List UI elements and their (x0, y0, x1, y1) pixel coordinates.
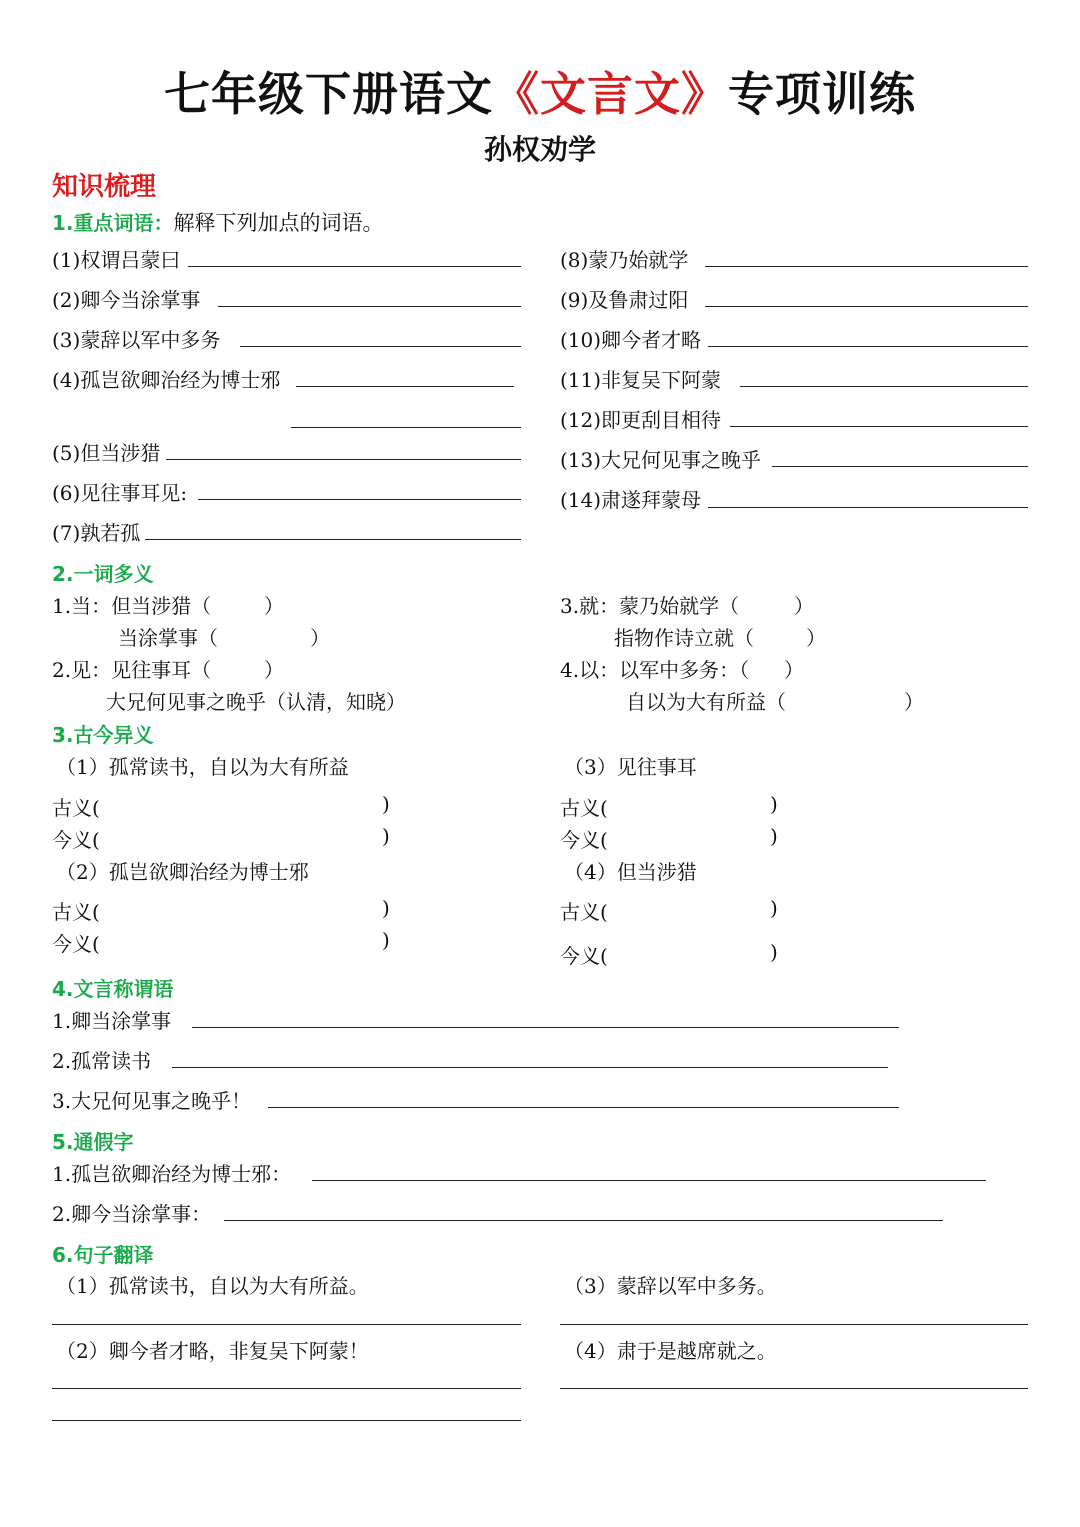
paren-close: ） (784, 658, 804, 682)
answer-line[interactable] (188, 266, 521, 267)
paren-close: ） (264, 594, 284, 618)
tongjia-heading: 5.通假字 (52, 1130, 134, 1154)
modern-label: 今义( (560, 944, 608, 968)
translation-q3: （3）蒙辞以军中多务。 (564, 1274, 777, 1298)
paren-close: ) (770, 824, 778, 848)
ancient-label: 古义( (52, 900, 100, 924)
vocab-item-9: (9)及鲁肃过阳 (560, 288, 689, 312)
vocab-heading: 1.重点词语： (52, 211, 174, 235)
modern-label: 今义( (560, 828, 608, 852)
answer-line[interactable] (52, 1388, 521, 1389)
answer-line[interactable] (560, 1324, 1028, 1325)
polysemy-r3: 4.以：以军中多务：（ (560, 658, 750, 682)
answer-line[interactable] (560, 1388, 1028, 1389)
answer-line[interactable] (708, 507, 1028, 508)
answer-line[interactable] (268, 1107, 899, 1108)
paren-close: ) (382, 792, 390, 816)
answer-line[interactable] (772, 466, 1028, 467)
vocab-item-8: (8)蒙乃始就学 (560, 248, 689, 272)
am-question-4: （4）但当涉猎 (564, 860, 697, 884)
paren-close: ） (904, 690, 924, 714)
paren-close: ） (806, 626, 826, 650)
ancient-label: 古义( (560, 796, 608, 820)
vocab-item-5: (5)但当涉猎 (52, 441, 161, 465)
vocab-heading-row (52, 207, 384, 237)
paren-close: ) (770, 940, 778, 964)
answer-line[interactable] (312, 1180, 986, 1181)
ancient-modern-heading: 3.古今异义 (52, 723, 154, 747)
vocab-item-4: (4)孤岂欲卿治经为博士邪 (52, 368, 281, 392)
am-question-1: （1）孤常读书，自以为大有所益 (56, 755, 349, 779)
titles-heading: 4.文言称谓语 (52, 977, 174, 1001)
paren-close: ) (382, 824, 390, 848)
translation-heading: 6.句子翻译 (52, 1243, 154, 1267)
polysemy-l2: 当涂掌事（ (118, 626, 218, 650)
answer-line[interactable] (291, 427, 521, 428)
ancient-label: 古义( (560, 900, 608, 924)
titles-item-3: 3.大兄何见事之晚乎！ (52, 1089, 252, 1113)
am-question-2: （2）孤岂欲卿治经为博士邪 (56, 860, 309, 884)
paren-close: ） (794, 594, 814, 618)
answer-line[interactable] (218, 306, 521, 307)
titles-item-2: 2.孤常读书 (52, 1049, 152, 1073)
vocab-item-13: (13)大兄何见事之晚乎 (560, 448, 762, 472)
vocab-item-3: (3)蒙辞以军中多务 (52, 328, 221, 352)
answer-line[interactable] (708, 346, 1028, 347)
answer-line[interactable] (705, 266, 1028, 267)
vocab-item-11: (11)非复吴下阿蒙 (560, 368, 722, 392)
section-knowledge: 知识梳理 (52, 172, 157, 202)
answer-line[interactable] (52, 1420, 521, 1421)
polysemy-l1: 1.当：但当涉猎（ (52, 594, 212, 618)
title-prefix: 七年级下册语文 (164, 67, 493, 121)
answer-line[interactable] (224, 1220, 943, 1221)
vocab-item-12: (12)即更刮目相待 (560, 408, 722, 432)
answer-line[interactable] (296, 386, 514, 387)
vocab-item-6: (6)见往事耳见: (52, 481, 188, 505)
tongjia-item-1: 1.孤岂欲卿治经为博士邪： (52, 1162, 292, 1186)
answer-line[interactable] (52, 1324, 521, 1325)
vocab-instruction: 解释下列加点的词语。 (173, 211, 384, 235)
am-question-3: （3）见往事耳 (564, 755, 697, 779)
title-highlight: 《文言文》 (493, 67, 728, 121)
page-title (0, 58, 1080, 124)
paren-close: ) (770, 792, 778, 816)
answer-line[interactable] (145, 539, 521, 540)
answer-line[interactable] (166, 459, 521, 460)
vocab-item-1: (1)权谓吕蒙曰 (52, 248, 181, 272)
translation-q2: （2）卿今者才略，非复吴下阿蒙！ (56, 1339, 369, 1363)
answer-line[interactable] (705, 306, 1028, 307)
answer-line[interactable] (740, 386, 1028, 387)
ancient-label: 古义( (52, 796, 100, 820)
answer-line[interactable] (172, 1067, 888, 1068)
polysemy-r1: 3.就：蒙乃始就学（ (560, 594, 740, 618)
paren-close: ) (770, 896, 778, 920)
polysemy-r2: 指物作诗立就（ (614, 626, 754, 650)
vocab-item-2: (2)卿今当涂掌事 (52, 288, 201, 312)
titles-item-1: 1.卿当涂掌事 (52, 1009, 172, 1033)
answer-line[interactable] (730, 426, 1028, 427)
paren-close: ） (310, 626, 330, 650)
paren-close: ) (382, 896, 390, 920)
title-suffix: 专项训练 (728, 67, 916, 121)
paren-close: ） (264, 658, 284, 682)
translation-q1: （1）孤常读书，自以为大有所益。 (56, 1274, 369, 1298)
polysemy-l4: 大兄何见事之晚乎（认清，知晓） (106, 690, 406, 714)
modern-label: 今义( (52, 828, 100, 852)
vocab-item-10: (10)卿今者才略 (560, 328, 702, 352)
translation-q4: （4）肃于是越席就之。 (564, 1339, 777, 1363)
answer-line[interactable] (240, 346, 521, 347)
answer-line[interactable] (198, 499, 521, 500)
vocab-item-14: (14)肃遂拜蒙母 (560, 488, 702, 512)
tongjia-item-2: 2.卿今当涂掌事： (52, 1202, 212, 1226)
modern-label: 今义( (52, 932, 100, 956)
polysemy-r4: 自以为大有所益（ (626, 690, 786, 714)
polysemy-l3: 2.见：见往事耳（ (52, 658, 212, 682)
page-subtitle: 孙权劝学 (483, 133, 596, 166)
answer-line[interactable] (192, 1027, 899, 1028)
paren-close: ) (382, 928, 390, 952)
vocab-item-7: (7)孰若孤 (52, 521, 141, 545)
polysemy-heading: 2.一词多义 (52, 562, 154, 586)
